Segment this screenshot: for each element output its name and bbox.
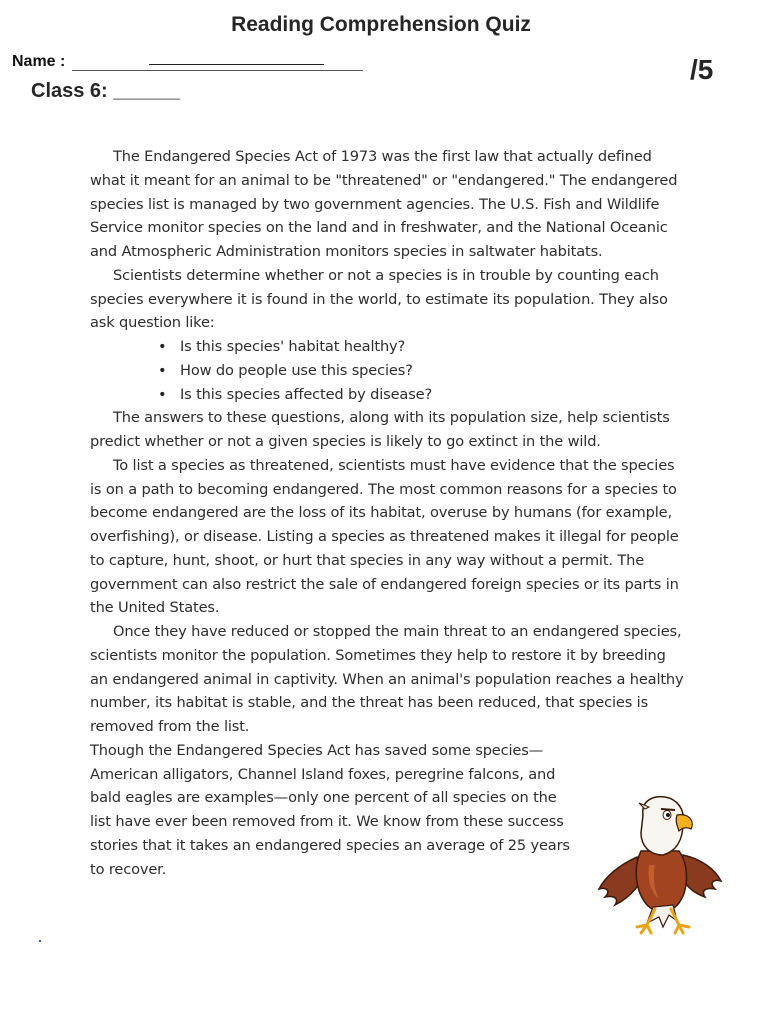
score-total: /5	[690, 54, 714, 85]
class-label: Class 6: ______	[31, 80, 181, 102]
paragraph-1: The Endangered Species Act of 1973 was the first law that actually defined what it meant for an animal to be "threatened" or "endangered." The endangered species list is managed by two government agencies. The U.S. Fish and Wildlife Service monitor species on the land and in freshwater, and the National Oceanic and Atmospheric Administration monitors species in saltwater habitats.	[90, 148, 678, 260]
stray-mark	[39, 940, 41, 942]
list-item: • Is this species affected by disease?	[180, 383, 686, 407]
name-blank-underline	[149, 64, 324, 65]
name-blank-line	[72, 70, 363, 71]
reading-passage	[90, 145, 686, 881]
question-list	[90, 335, 686, 406]
name-label: Name :	[12, 53, 66, 70]
paragraph-4: To list a species as threatened, scientists must have evidence that the species is on a path to becoming endangered. The most common reasons for a species to become endangered are the loss of its habitat, overuse by humans (for example, overfishing), or disease. Listing a species as threatened makes it illegal for people to capture, hunt, shoot, or hurt that species in any way without a permit. The government can also restrict the sale of endangered foreign species or its parts in the United States.	[90, 456, 679, 617]
bald-eagle-icon	[597, 795, 725, 935]
list-item: • Is this species' habitat healthy?	[180, 335, 686, 359]
paragraph-3: The answers to these questions, along with its population size, help scientists predict whether or not a given species is likely to go extinct in the wild.	[90, 409, 670, 450]
paragraph-2: Scientists determine whether or not a species is in trouble by counting each species everywhere it is found in the world, to estimate its population. They also ask question like:	[90, 266, 668, 332]
paragraph-6: Though the Endangered Species Act has saved some species—American alligators, Channel Island foxes, peregrine falcons, and bald eagles are examples—only one percent of all species on the list have ever been removed from it. We know from these success stories that it takes an endangered species an average of 25 years to recover.	[90, 741, 570, 878]
list-item: • How do people use this species?	[180, 359, 686, 383]
paragraph-5: Once they have reduced or stopped the main threat to an endangered species, scientists monitor the population. Sometimes they help to restore it by breeding an endangered animal in captivity. When an animal's population reaches a healthy number, its habitat is stable, and the threat has been reduced, that species is removed from the list.	[90, 623, 684, 735]
quiz-title: Reading Comprehension Quiz	[231, 13, 531, 36]
